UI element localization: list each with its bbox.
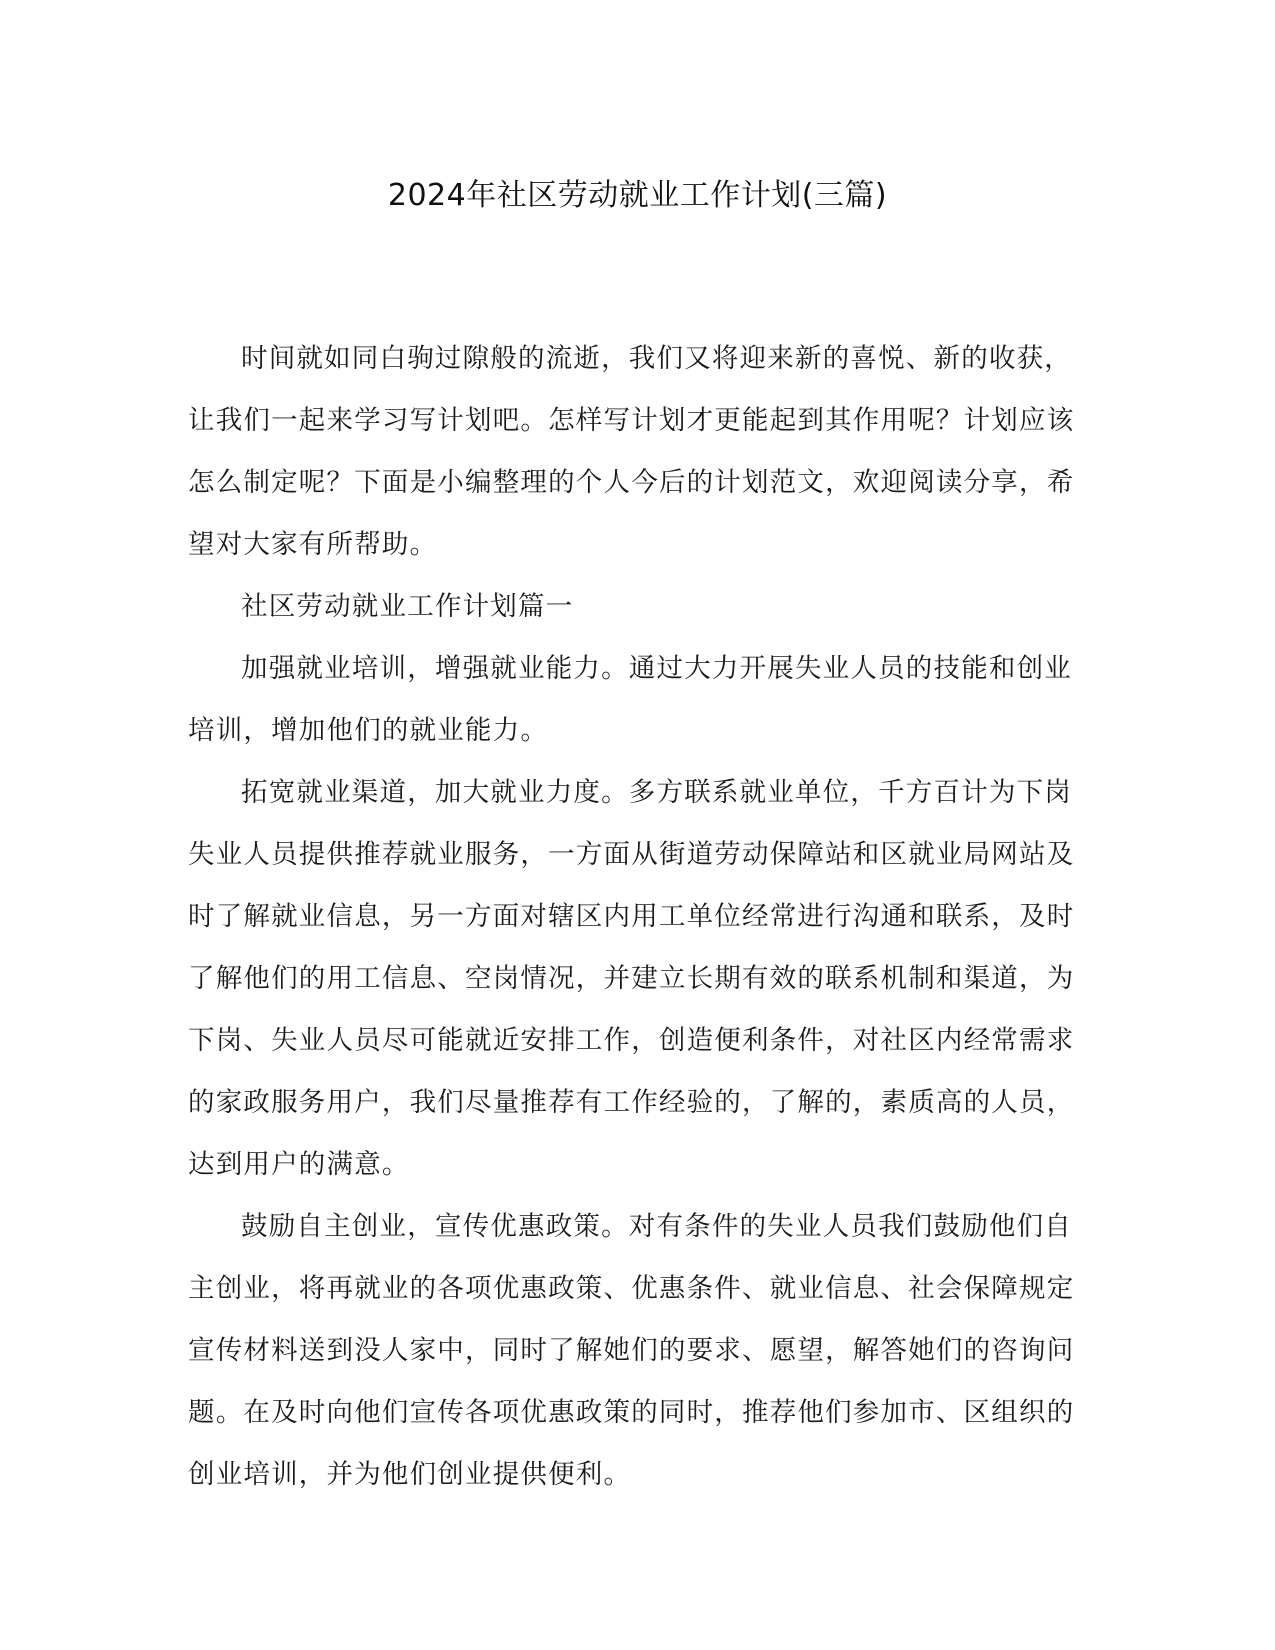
paragraph-channels: 拓宽就业渠道，加大就业力度。多方联系就业单位，千方百计为下岗失业人员提供推荐就业服务，一方面从街道劳动保障站和区就业局网站及时了解就业信息，另一方面对辖区内用工单位经常进行沟通和联系，及时了解他们的用工信息、空岗情况，并建立长期有效的联系机制和渠道，为下岗、失业人员尽可能就近安排工作，创造便利条件，对社区内经常需求的家政服务用户，我们尽量推荐有工作经验的，了解的，素质高的人员，达到用户的满意。 xyxy=(188,777,1075,1180)
document-title: 2024年社区劳动就业工作计划(三篇) xyxy=(387,178,888,213)
section-heading: 社区劳动就业工作计划篇一 xyxy=(241,591,574,622)
paragraph-training: 加强就业培训，增强就业能力。通过大力开展失业人员的技能和创业培训，增加他们的就业能力。 xyxy=(188,653,1072,746)
paragraph-intro: 时间就如同白驹过隙般的流逝，我们又将迎来新的喜悦、新的收获，让我们一起来学习写计划吧。怎样写计划才更能起到其作用呢？计划应该怎么制定呢？下面是小编整理的个人今后的计划范文，欢迎阅读分享，希望对大家有所帮助。 xyxy=(188,343,1075,560)
paragraph-entrepreneurship: 鼓励自主创业，宣传优惠政策。对有条件的失业人员我们鼓励他们自主创业，将再就业的各项优惠政策、优惠条件、就业信息、社会保障规定宣传材料送到没人家中，同时了解她们的要求、愿望，解答她们的咨询问题。在及时向他们宣传各项优惠政策的同时，推荐他们参加市、区组织的创业培训，并为他们创业提供便利。 xyxy=(188,1211,1075,1490)
document-body xyxy=(188,328,1088,1506)
